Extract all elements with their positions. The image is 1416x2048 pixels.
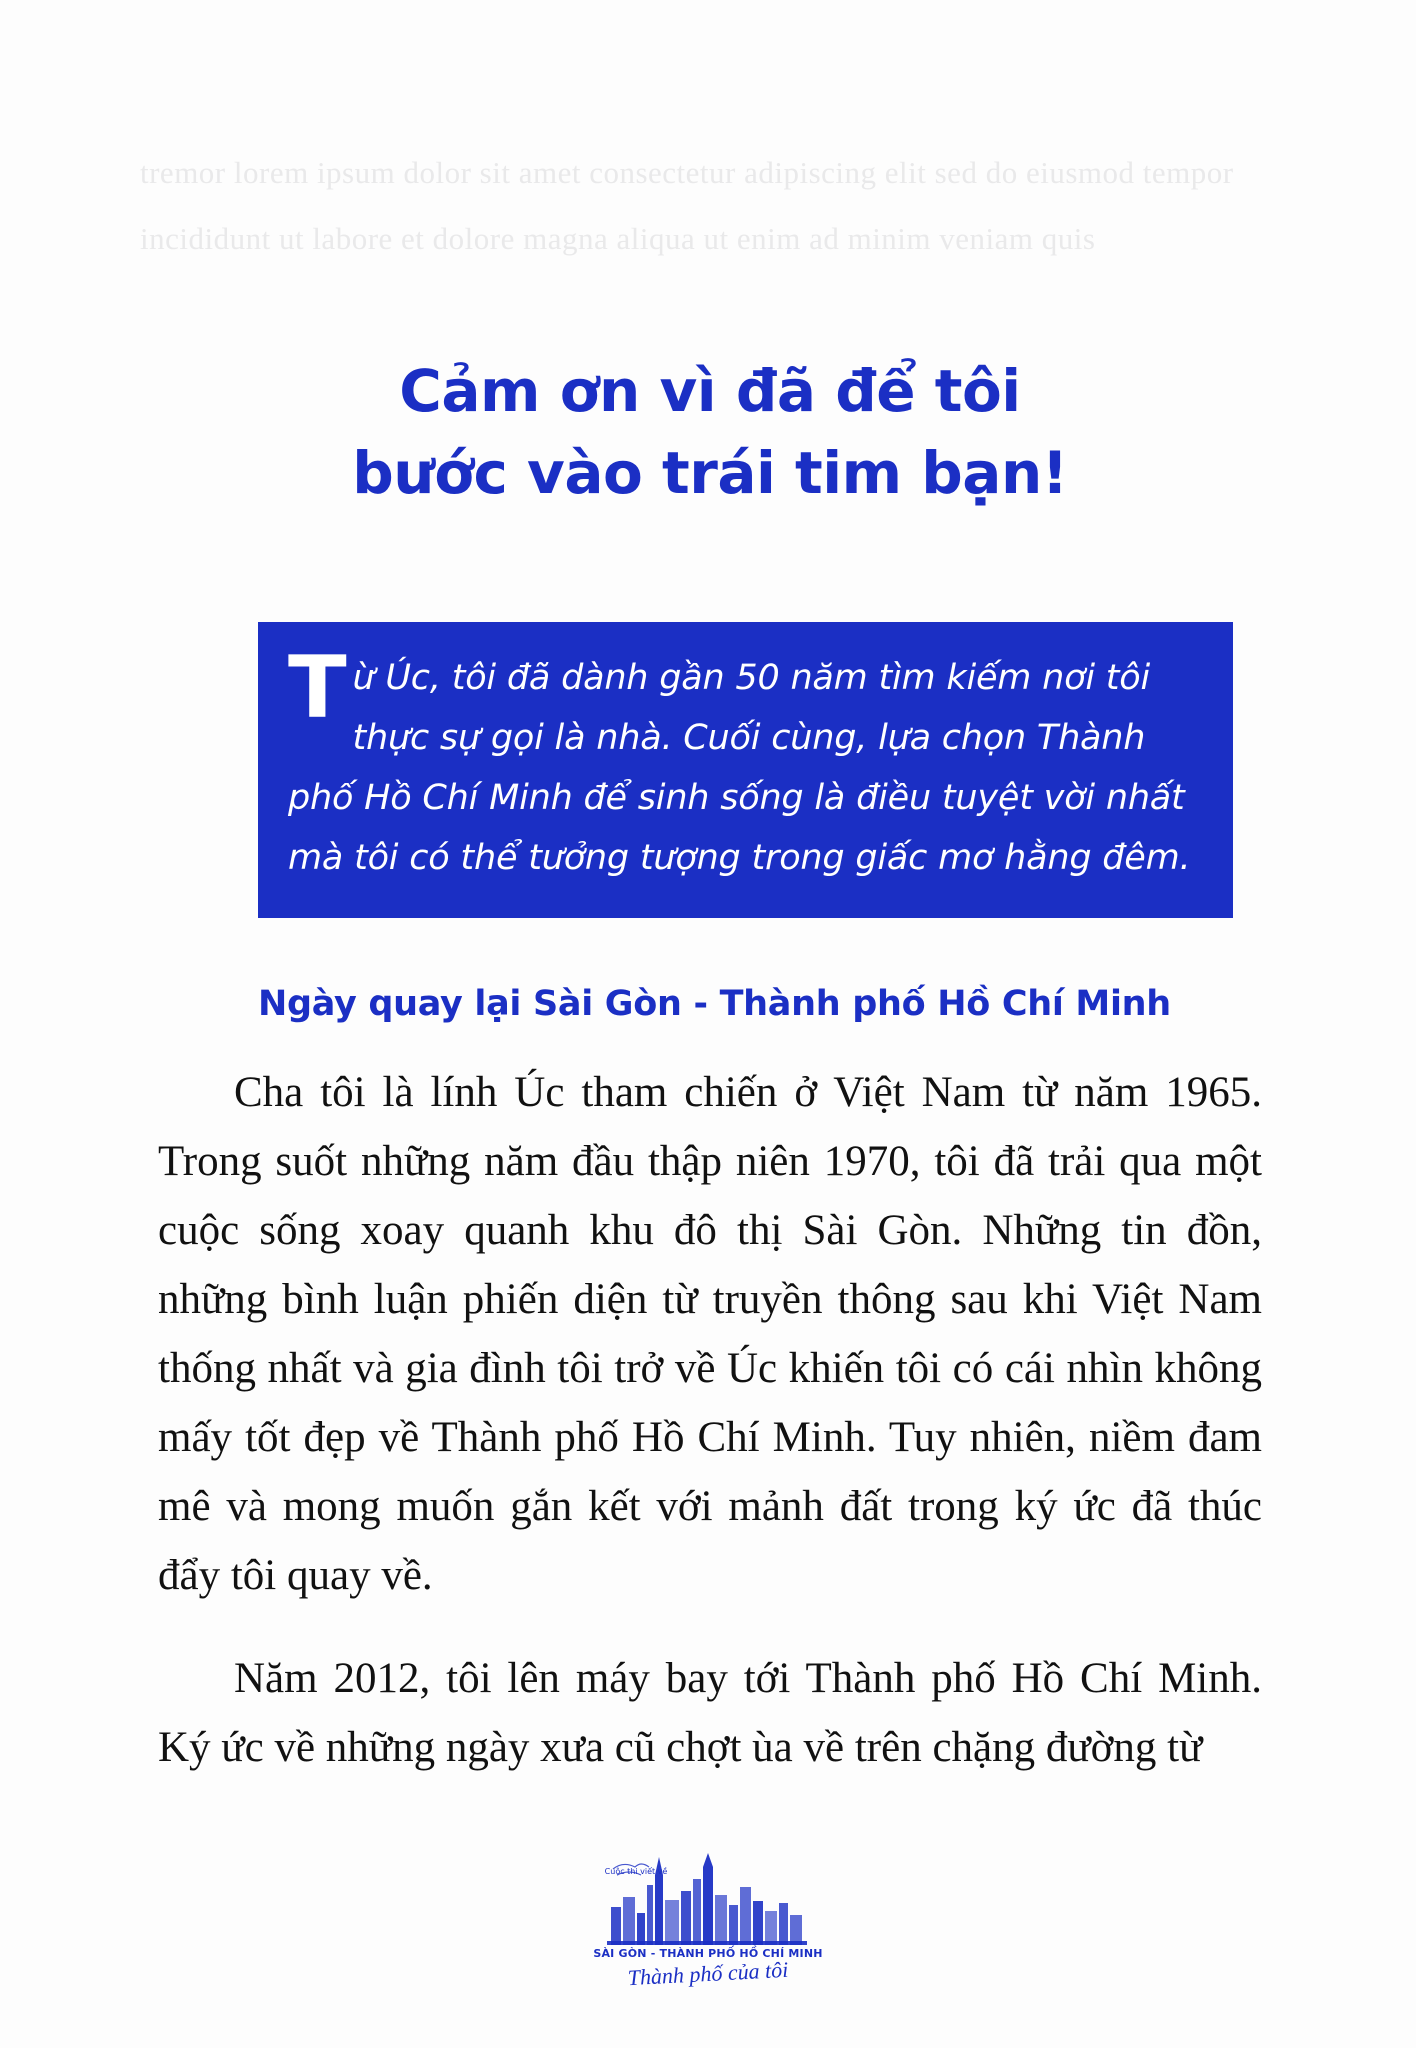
page-title <box>130 350 1290 514</box>
pull-quote-box <box>258 622 1233 918</box>
drop-cap: T <box>288 638 347 738</box>
pull-quote-body: ừ Úc, tôi đã dành gần 50 năm tìm kiếm nơi tôi thực sự gọi là nhà. Cuối cùng, lựa chọn Thành phố Hồ Chí Minh để sinh sống là điều tuyệt vời nhất mà tôi có thể tưởng tượng trong giấc mơ hằng đêm. <box>288 658 1191 878</box>
showthrough-ghost-text: tremor lorem ipsum dolor sit amet consectetur adipiscing elit sed do eiusmod tempor incididunt ut labore et dolore magna aliqua ut enim ad minim veniam quis <box>140 155 1234 256</box>
pull-quote-text <box>288 638 1203 888</box>
title-line-2: bước vào trái tim bạn! <box>352 439 1068 507</box>
body-text <box>158 1058 1262 1782</box>
logo-caption: SÀI GÒN - THÀNH PHỐ HỒ CHÍ MINH <box>593 1947 823 1960</box>
logo-script: Thành phố của tôi <box>627 1956 789 1991</box>
paragraph: Năm 2012, tôi lên máy bay tới Thành phố Hồ Chí Minh. Ký ức về những ngày xưa cũ chợt ùa về trên chặng đường từ <box>158 1655 1262 1771</box>
footer-logo <box>0 1845 1416 1995</box>
title-line-1: Cảm ơn vì đã để tôi <box>399 357 1021 425</box>
page-content <box>130 350 1290 1782</box>
section-subheading: Ngày quay lại Sài Gòn - Thành phố Hồ Chí Minh <box>258 984 1171 1024</box>
logo-top-caption: Cuộc thi viết về <box>604 1867 668 1876</box>
paragraph: Cha tôi là lính Úc tham chiến ở Việt Nam từ năm 1965. Trong suốt những năm đầu thập niên 1970, tôi đã trải qua một cuộc sống xoay quanh khu đô thị Sài Gòn. Những tin đồn, những bình luận phiến diện từ truyền thông sau khi Việt Nam thống nhất và gia đình tôi trở về Úc khiến tôi có cái nhìn không mấy tốt đẹp về Thành phố Hồ Chí Minh. Tuy nhiên, niềm đam mê và mong muốn gắn kết với mảnh đất trong ký ức đã thúc đẩy tôi quay về. <box>158 1069 1262 1599</box>
skyline-icon <box>593 1845 823 1945</box>
logo-wrap <box>593 1845 823 1995</box>
